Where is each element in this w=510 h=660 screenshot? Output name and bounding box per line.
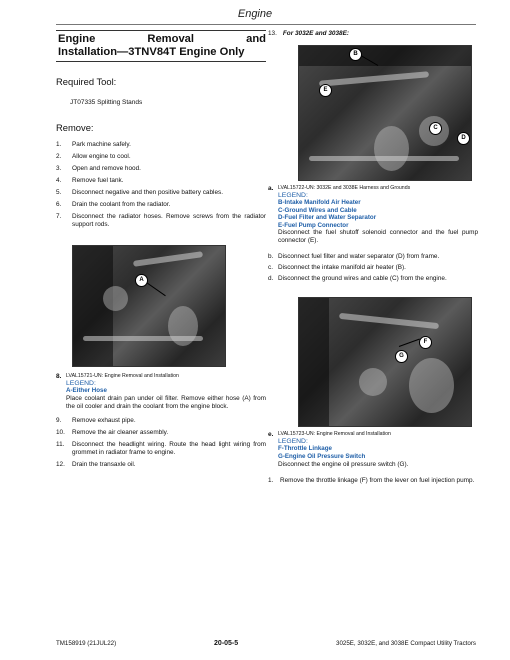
- figure-caption: e. LVAL15723-UN: Engine Removal and Installation: [268, 431, 391, 439]
- legend-item: C-Ground Wires and Cable: [278, 206, 357, 214]
- page-header-title: Engine: [237, 8, 273, 20]
- legend-item: B-Intake Manifold Air Heater: [278, 199, 361, 206]
- step-item: 6. Drain the coolant from the radiator.: [56, 201, 171, 208]
- step-item: 2. Allow engine to cool.: [56, 153, 131, 160]
- step-item: 5. Disconnect negative and then positive battery cables.: [56, 189, 223, 196]
- legend: [56, 387, 266, 395]
- legend-heading: LEGEND:: [66, 380, 96, 387]
- section-title: [56, 30, 266, 62]
- legend-item: A-Either Hose: [66, 387, 107, 394]
- callout-label: F: [419, 336, 432, 349]
- header-rule: [56, 24, 476, 25]
- engine-photo-throttle: [298, 297, 472, 427]
- engine-photo-harness: [298, 45, 472, 181]
- footer-page-number: 20-05-5: [214, 640, 239, 647]
- callout-label: D: [457, 132, 470, 145]
- legend-item: F-Throttle Linkage: [278, 445, 332, 453]
- legend-item: D-Fuel Filter and Water Separator: [278, 214, 377, 222]
- step-item: 7. Disconnect the radiator hoses. Remove screws from the radiator support rods.: [56, 213, 266, 228]
- step-item: 12. Drain the transaxle oil.: [56, 460, 136, 468]
- right-column: [268, 30, 478, 485]
- substep-item: d. Disconnect the ground wires and cable (C) from the engine.: [268, 275, 447, 283]
- required-tool-heading: Required Tool:: [56, 76, 117, 87]
- step-item: 11. Disconnect the headlight wiring. Route the head light wiring from grommet in radiator frame to engine.: [56, 440, 266, 456]
- title-line-2: Installation—3TNV84T Engine Only: [58, 46, 245, 58]
- figure-instruction: Disconnect the engine oil pressure switch (G).: [278, 460, 409, 468]
- legend: [268, 199, 478, 229]
- callout-label: C: [429, 122, 442, 135]
- figure-instruction: Place coolant drain pan under oil filter. Remove either hose (A) from the oil cooler and drain the coolant from the engine block.: [66, 394, 266, 410]
- figure-caption: a. LVAL15722-UN: 3032E and 3038E Harness and Grounds: [268, 185, 411, 192]
- title-word-and: and: [246, 33, 266, 45]
- final-step: 1. Remove the throttle linkage (F) from the lever on fuel injection pump.: [268, 476, 475, 484]
- callout-label: G: [395, 350, 408, 363]
- substeps: [268, 253, 478, 283]
- step-item: 10. Remove the air cleaner assembly.: [56, 428, 169, 436]
- substep-item: c. Disconnect the intake manifold air heater (B).: [268, 264, 406, 272]
- steps-list-2: [56, 417, 266, 469]
- legend-heading: LEGEND:: [278, 192, 308, 199]
- step-item: 3. Open and remove hood.: [56, 165, 141, 172]
- figure-instruction: Disconnect the fuel shutoff solenoid connector and the fuel pump connector (E).: [278, 229, 478, 245]
- substep-item: b. Disconnect fuel filter and water separator (D) from frame.: [268, 253, 440, 261]
- legend-item: E-Fuel Pump Connector: [278, 221, 349, 229]
- engine-photo-hose: [72, 245, 226, 367]
- callout-label: E: [319, 84, 332, 97]
- legend: [268, 445, 478, 460]
- step-item: 1. Park machine safely.: [56, 141, 131, 148]
- steps-list-1: [56, 141, 266, 229]
- title-word-removal: Removal: [147, 33, 195, 45]
- footer-product: 3025E, 3032E, and 3038E Compact Utility Tractors: [336, 640, 476, 647]
- step-item: 4. Remove fuel tank.: [56, 177, 124, 184]
- figure-caption: 8. LVAL15721-UN: Engine Removal and Installation: [56, 373, 179, 380]
- callout-label: A: [135, 274, 148, 287]
- required-tool-item: JT07335 Splitting Stands: [70, 99, 143, 106]
- step-item: 9. Remove exhaust pipe.: [56, 416, 136, 424]
- title-word-engine: Engine: [58, 33, 96, 45]
- legend-item: G-Engine Oil Pressure Switch: [278, 452, 366, 460]
- footer-doc-id: TM158919 (21JUL22): [56, 640, 117, 647]
- callout-label: B: [349, 48, 362, 61]
- step-13: 13. For 3032E and 3038E:: [268, 30, 349, 37]
- remove-heading: Remove:: [56, 122, 94, 133]
- page-footer: [56, 640, 476, 647]
- left-column: [56, 30, 266, 473]
- legend-heading: LEGEND:: [278, 438, 308, 446]
